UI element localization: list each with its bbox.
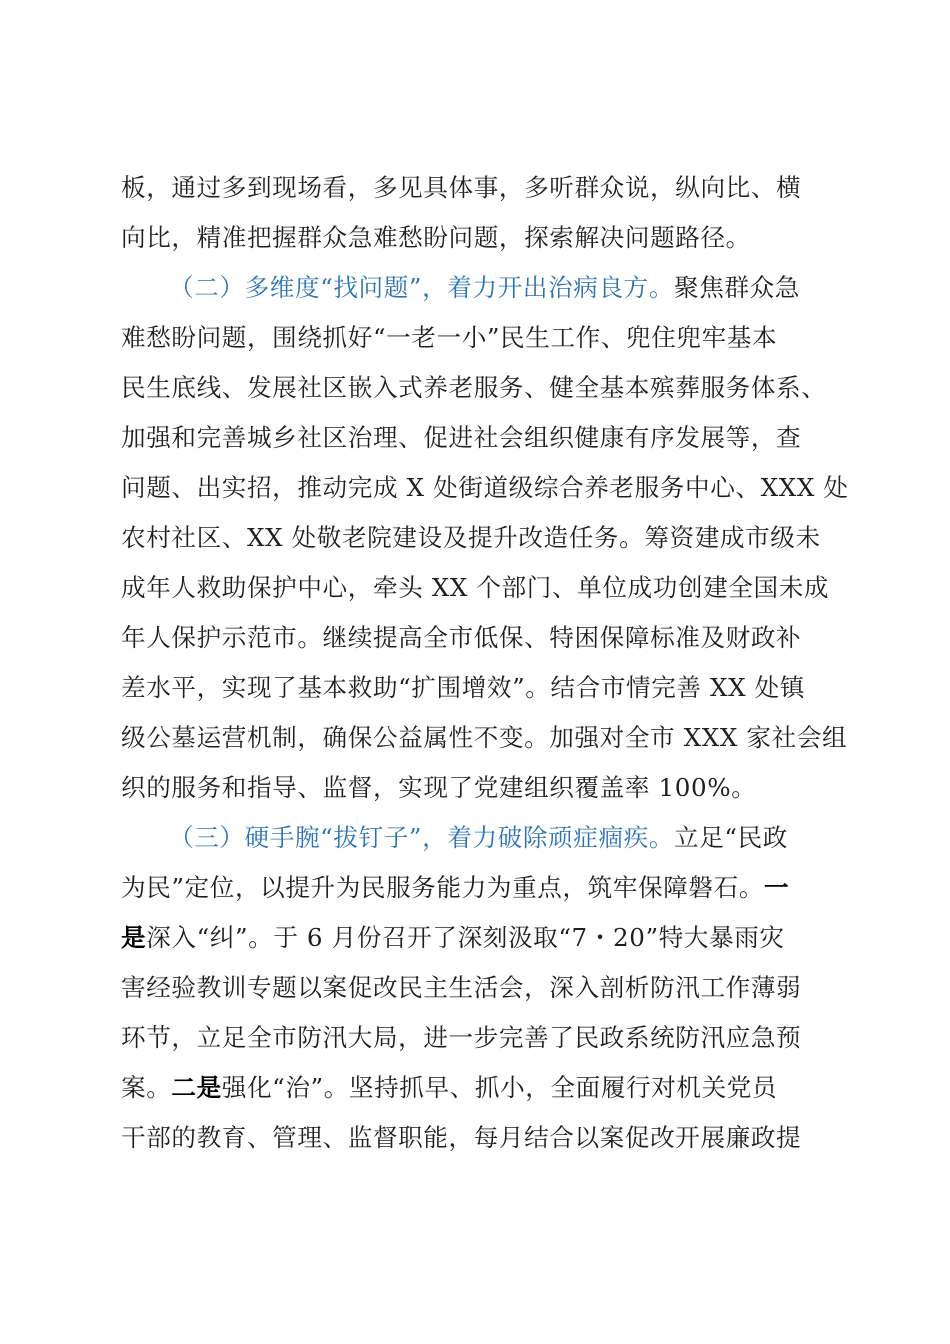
section-heading: （二）多维度“找问题”，着力开出治病良方。: [169, 273, 675, 302]
text-line: [121, 463, 849, 513]
text-line: [121, 663, 841, 713]
body-text: 环节，立足全市防汛大局，进一步完善了民政系统防汛应急预: [121, 1023, 802, 1052]
body-text: 民生底线、发展社区嵌入式养老服务、健全基本殡葬服务体系、: [121, 373, 827, 402]
body-text: 为民”定位，以提升为民服务能力为重点，筑牢保障磐石。: [121, 873, 765, 902]
text-line: [121, 1013, 841, 1063]
body-text: 强化“治”。坚持抓早、抓小，全面履行对机关党员: [221, 1073, 778, 1102]
text-line: [121, 763, 841, 813]
text-line: [121, 613, 841, 663]
section-heading-line: [169, 813, 889, 863]
body-text: 聚焦群众急: [674, 273, 801, 302]
body-text: 年人保护示范市。继续提高全市低保、特困保障标准及财政补: [121, 623, 802, 652]
bold-text: 二是: [171, 1073, 222, 1102]
body-text: 案。: [121, 1073, 172, 1102]
text-line: [121, 163, 841, 213]
text-line: [121, 513, 841, 563]
text-line: [121, 863, 841, 913]
bold-text: 一: [764, 873, 790, 902]
text-line: [121, 413, 841, 463]
body-text: 害经验教训专题以案促改民主生活会，深入剖析防汛工作薄弱: [121, 973, 802, 1002]
body-text: 干部的教育、管理、监督职能，每月结合以案促改开展廉政提: [121, 1123, 802, 1152]
body-text: 加强和完善城乡社区治理、促进社会组织健康有序发展等，查: [121, 423, 802, 452]
section-heading: （三）硬手腕“拔钉子”，着力破除顽症痼疾。: [169, 823, 675, 852]
body-text: 农村社区、XX 处敬老院建设及提升改造任务。筹资建成市级未: [121, 523, 821, 552]
bold-text: 是: [121, 923, 147, 952]
section-heading-line: [169, 263, 889, 313]
text-line: [121, 563, 841, 613]
body-text: 板，通过多到现场看，多见具体事，多听群众说，纵向比、横: [121, 173, 802, 202]
body-text: 成年人救助保护中心，牵头 XX 个部门、单位成功创建全国未成: [121, 573, 830, 602]
text-line: [121, 713, 848, 763]
body-text: 深入“纠”。于 6 月份召开了深刻汲取“7・20”特大暴雨灾: [146, 923, 785, 952]
body-text: 织的服务和指导、监督，实现了党建组织覆盖率 100%。: [121, 773, 757, 802]
text-line: [121, 963, 841, 1013]
text-line: [121, 913, 841, 963]
text-line: [121, 213, 841, 263]
text-line: [121, 1063, 841, 1113]
body-text: 级公墓运营机制，确保公益属性不变。加强对全市 XXX 家社会组: [121, 723, 848, 752]
body-text: 难愁盼问题，围绕抓好“一老一小”民生工作、兜住兜牢基本: [121, 323, 778, 352]
body-text: 问题、出实招，推动完成 X 处街道级综合养老服务中心、XXX 处: [121, 473, 849, 502]
body-text: 差水平，实现了基本救助“扩围增效”。结合市情完善 XX 处镇: [121, 673, 806, 702]
body-text: 立足“民政: [674, 823, 788, 852]
body-text: 向比，精准把握群众急难愁盼问题，探索解决问题路径。: [121, 223, 751, 252]
text-line: [121, 363, 841, 413]
text-line: [121, 313, 841, 363]
text-line: [121, 1113, 841, 1163]
